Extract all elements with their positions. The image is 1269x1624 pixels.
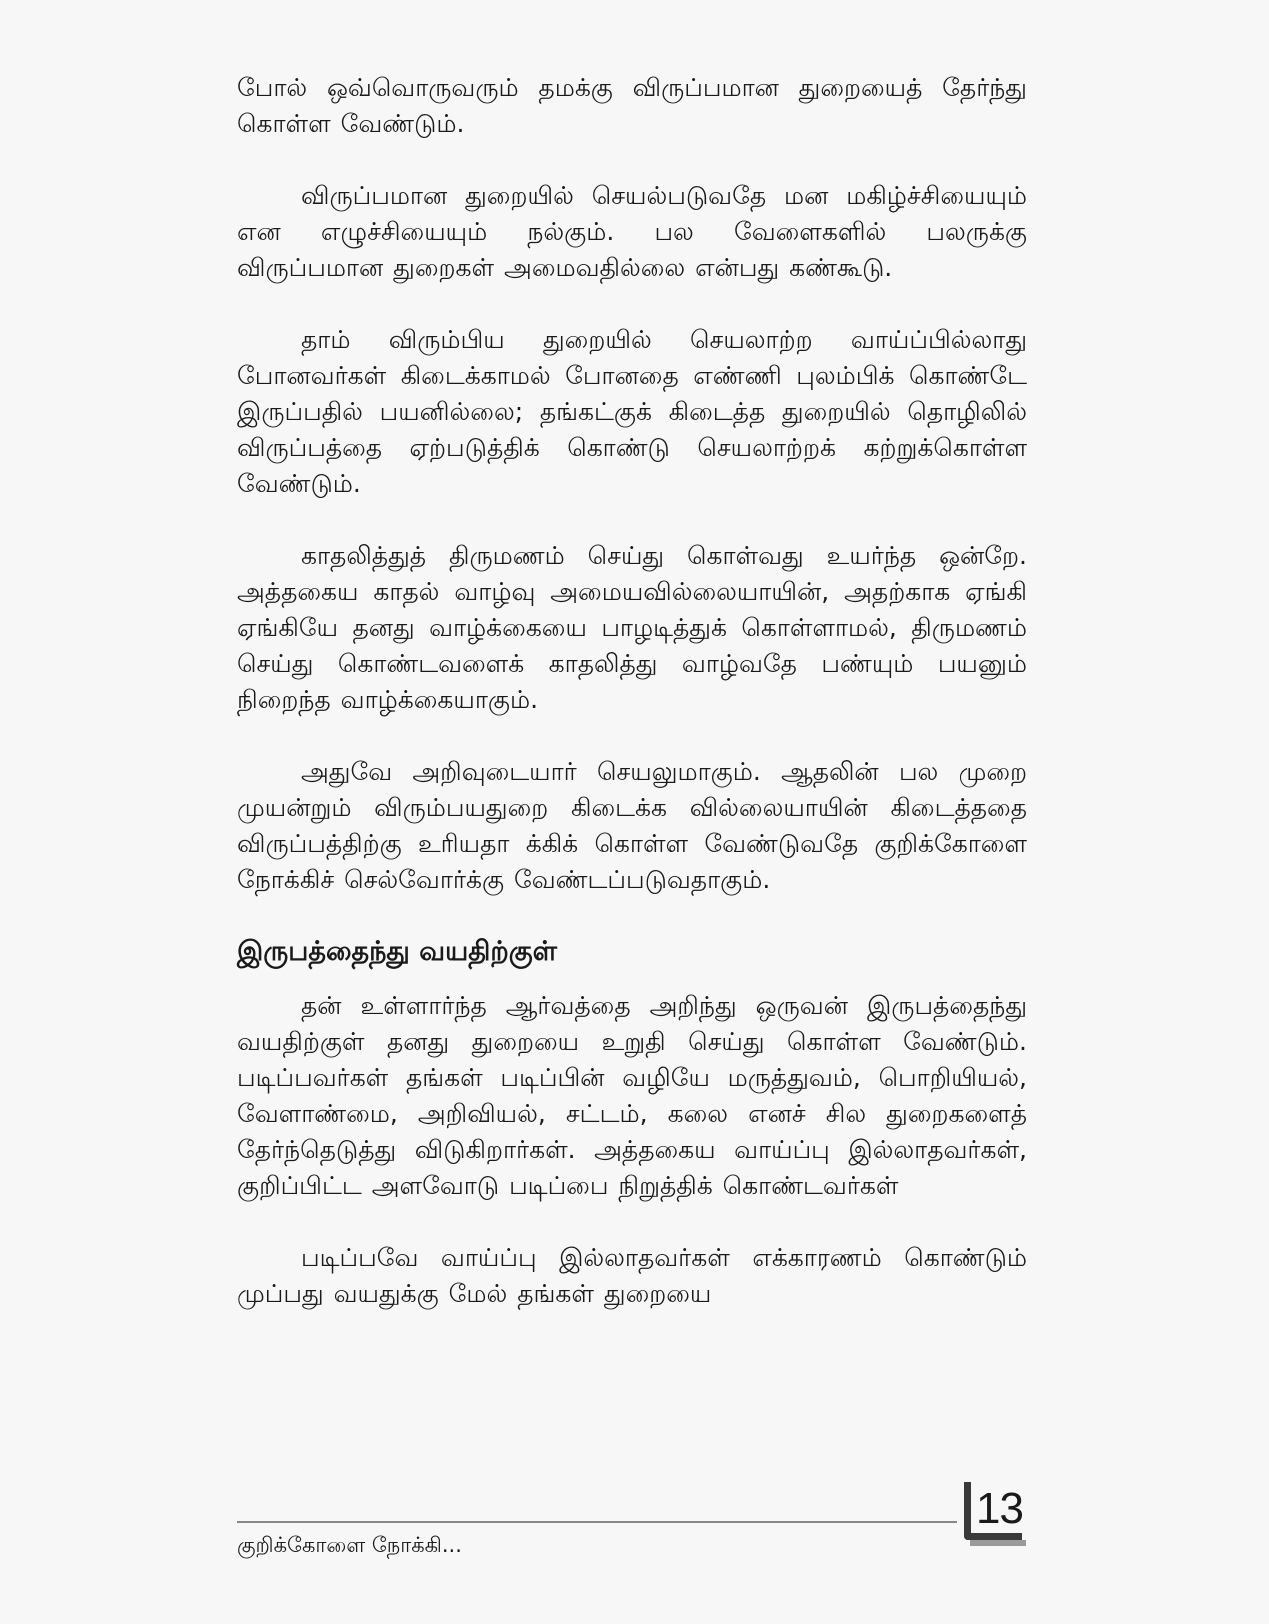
paragraph: அதுவே அறிவுடையார் செயலுமாகும். ஆதலின் பல முறை முயன்றும் விரும்பயதுறை கிடைக்க வில்லையாயின் கிடைத்ததை விருப்பத்திற்கு உரியதா க்கிக் கொள்ள வேண்டுவதே குறிக்கோளை நோக்கிச் செல்வோர்க்கு வேண்டப்படுவதாகும்.	[237, 757, 1027, 894]
paragraph: படிப்பவே வாய்ப்பு இல்லாதவர்கள் எக்காரணம் கொண்டும் முப்பது வயதுக்கு மேல் தங்கள் துறையை	[237, 1243, 1027, 1308]
paragraph: தாம் விரும்பிய துறையில் செயலாற்ற வாய்ப்பில்லாது போனவர்கள் கிடைக்காமல் போனதை எண்ணி புலம்பிக் கொண்டே இருப்பதில் பயனில்லை; தங்கட்குக் கிடைத்த துறையில் தொழிலில் விருப்பத்தை ஏற்படுத்திக் கொண்டு செயலாற்றக் கற்றுக்கொள்ள வேண்டும்.	[237, 325, 1027, 498]
paragraph-continued: போல் ஒவ்வொருவரும் தமக்கு விருப்பமான துறையைத் தேர்ந்து கொள்ள வேண்டும்.	[237, 73, 1027, 138]
text-column	[237, 70, 1027, 1348]
section-heading: இருபத்தைந்து வயதிற்குள்	[237, 936, 557, 967]
paragraph: விருப்பமான துறையில் செயல்படுவதே மன மகிழ்ச்சியையும் என எழுச்சியையும் நல்கும். பல வேளைகளில் பலருக்கு விருப்பமான துறைகள் அமைவதில்லை என்பது கண்கூடு.	[237, 181, 1027, 282]
paragraph: தன் உள்ளார்ந்த ஆர்வத்தை அறிந்து ஒருவன் இருபத்தைந்து வயதிற்குள் தனது துறையை உறுதி செய்து கொள்ள வேண்டும். படிப்பவர்கள் தங்கள் படிப்பின் வழியே மருத்துவம், பொறியியல், வேளாண்மை, அறிவியல், சட்டம், கலை எனச் சில துறைகளைத் தேர்ந்தெடுத்து விடுகிறார்கள். அத்தகைய வாய்ப்பு இல்லாதவர்கள், குறிப்பிட்ட அளவோடு படிப்பை நிறுத்திக் கொண்டவர்கள்	[237, 991, 1027, 1200]
page-number-shadow	[970, 1540, 1026, 1546]
paragraph: காதலித்துத் திருமணம் செய்து கொள்வது உயர்ந்த ஒன்றே. அத்தகைய காதல் வாழ்வு அமையவில்லையாயின், அதற்காக ஏங்கி ஏங்கியே தனது வாழ்க்கையை பாழடித்துக் கொள்ளாமல், திருமணம் செய்து கொண்டவளைக் காதலித்து வாழ்வதே பண்யும் பயனும் நிறைந்த வாழ்க்கையாகும்.	[237, 541, 1027, 714]
page-number-badge	[964, 1482, 1028, 1548]
footer-book-title: குறிக்கோளை நோக்கி...	[237, 1533, 462, 1557]
page-number: 13	[976, 1484, 1023, 1533]
footer-rule	[237, 1521, 957, 1523]
